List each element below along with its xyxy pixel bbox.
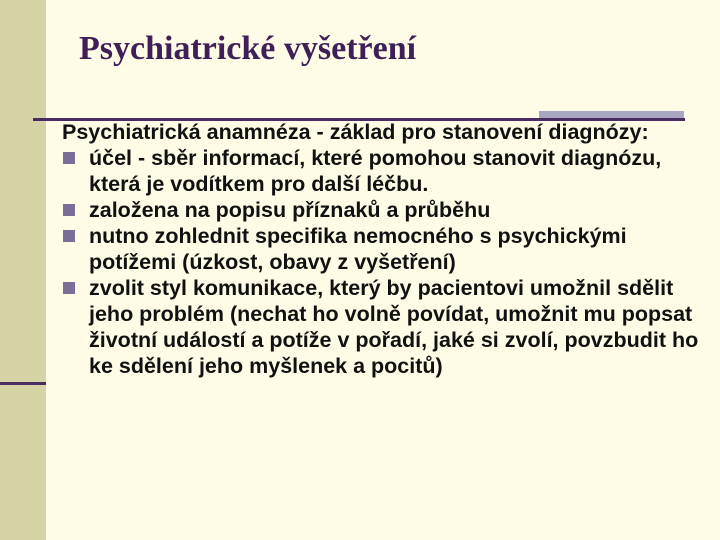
bullet-text: zvolit styl komunikace, který by pacientovi umožnil sdělit jeho problém (nechat ho volně povídat, umožnit mu popsat životní událostí a potíže v pořadí, jaké si zvolí, povzbudit ho ke sdělení jeho myšlenek a pocitů) <box>89 276 699 378</box>
intro-text: Psychiatrická anamnéza - základ pro stanovení diagnózy: <box>62 120 649 144</box>
left-decor-line <box>0 382 46 385</box>
list-item <box>62 197 702 223</box>
left-decor-band <box>0 0 46 540</box>
square-bullet-icon <box>63 282 75 294</box>
bullet-text: účel - sběr informací, které pomohou stanovit diagnózu, která je vodítkem pro další léčbu. <box>89 146 662 196</box>
bullet-text: založena na popisu příznaků a průběhu <box>89 198 491 222</box>
list-item <box>62 145 702 197</box>
square-bullet-icon <box>63 230 75 242</box>
slide-title: Psychiatrické vyšetření <box>79 30 417 67</box>
bullet-text: nutno zohlednit specifika nemocného s psychickými potížemi (úzkost, obavy z vyšetření) <box>89 224 627 274</box>
list-item <box>62 223 702 275</box>
slide-body <box>62 119 702 379</box>
bullet-list <box>62 145 702 379</box>
list-item <box>62 275 702 379</box>
square-bullet-icon <box>63 204 75 216</box>
square-bullet-icon <box>63 152 75 164</box>
